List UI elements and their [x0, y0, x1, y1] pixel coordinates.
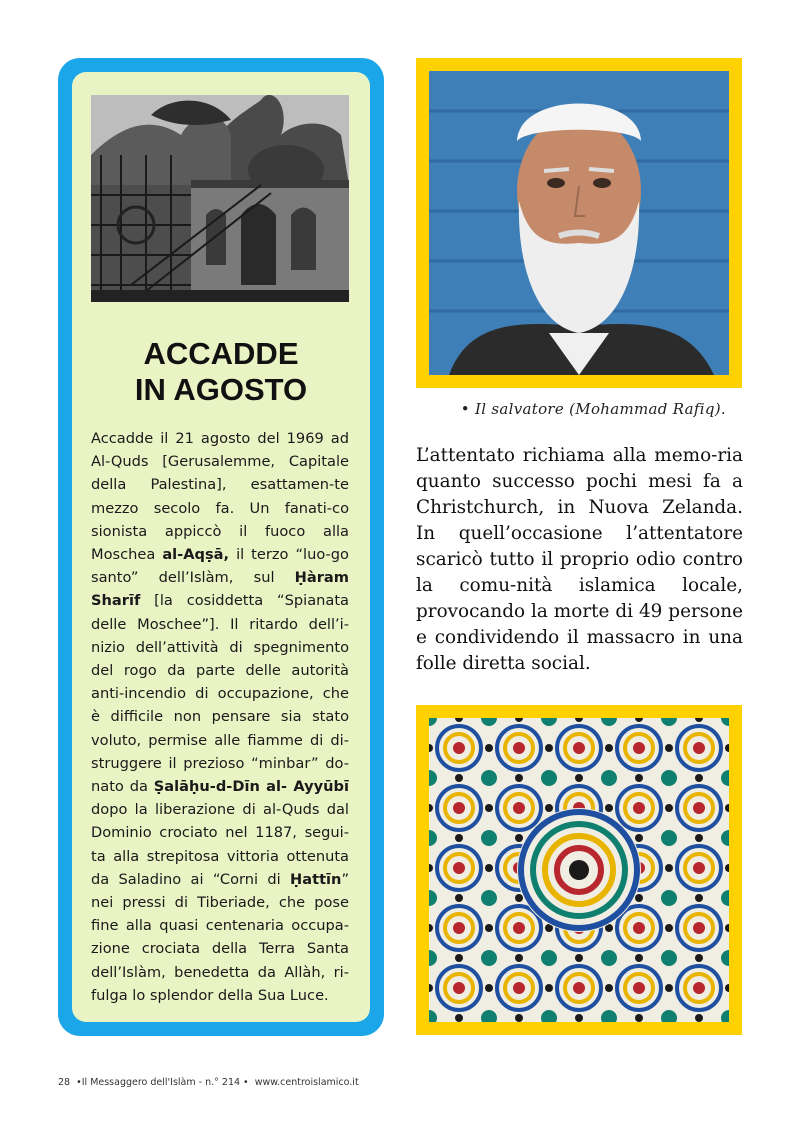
sidebar-text-segment: il terzo “luo-go santo” dell’Islàm, sul: [91, 546, 349, 587]
portrait-frame: [416, 58, 742, 388]
portrait-photo: [429, 71, 729, 375]
sidebar-body-text: [91, 427, 349, 1007]
sidebar-text-segment: Accadde il 21 agosto del 1969 ad Al-Quds [Gerusalemme, Capitale della Palestina], esattamen-te mezzo secolo fa. Un fanati-co sionista appiccò il fuoco alla Moschea: [91, 430, 349, 564]
sidebar-bold-term: Ḥàram Sharīf: [91, 569, 349, 610]
website-link[interactable]: www.centroislamico.it: [254, 1077, 359, 1088]
mosaic-image: [429, 718, 729, 1022]
sidebar-title-line2: IN AGOSTO: [134, 372, 308, 407]
sidebar-bold-term: Ṣalāḥu-d-Dīn al- Ayyūbī: [153, 778, 349, 796]
mosque-fire-photo: [91, 95, 349, 302]
photo-caption: • Il salvatore (Mohammad Rafiq).: [460, 400, 726, 418]
sidebar-text-segment: [la cosiddetta “Spianata delle Moschee”]. Il ritardo dell’i-nizio dell’attività di spegnimento del rogo da parte delle autorità anti-incendio di occupazione, che è difficile non pensare sia stato voluto, permise alle fiamme di di-struggere il prezioso “minbar” do-nato da: [91, 592, 349, 796]
page-footer: [58, 1077, 359, 1088]
publication-name: •Il Messaggero dell'Islàm - n.° 214 •: [76, 1077, 249, 1088]
sidebar-title-line1: ACCADDE: [143, 336, 299, 371]
sidebar-bold-term: Ḥattīn: [290, 870, 342, 888]
mosaic-frame: [416, 705, 742, 1035]
sidebar-box: [58, 58, 384, 1036]
page-number: 28: [58, 1077, 71, 1088]
sidebar-text-segment: ” nei pressi di Tiberiade, che pose fine alla quasi centenaria occupa-zione crociata della Terra Santa dell’Islàm, benedetta da Allàh, ri-fulga lo splendor della Sua Luce.: [91, 870, 349, 1004]
article-paragraph: L’attentato richiama alla memo-ria quanto successo pochi mesi fa a Christchurch, in Nuova Zelanda. In quell’occasione l’attentatore scaricò tutto il proprio odio contro la comu-nità islamica locale, provocando la morte di 49 persone e condividendo il massacro in una folle diretta social.: [416, 445, 743, 674]
sidebar-title: [72, 336, 370, 408]
sidebar-inner: [72, 72, 370, 1022]
sidebar-bold-term: al-Aqṣā,: [162, 546, 230, 564]
sidebar-text-segment: dopo la liberazione di al-Quds dal Dominio crociato nel 1187, segui-ta alla strepitosa vittoria ottenuta da Saladino ai “Corni di: [91, 801, 349, 888]
